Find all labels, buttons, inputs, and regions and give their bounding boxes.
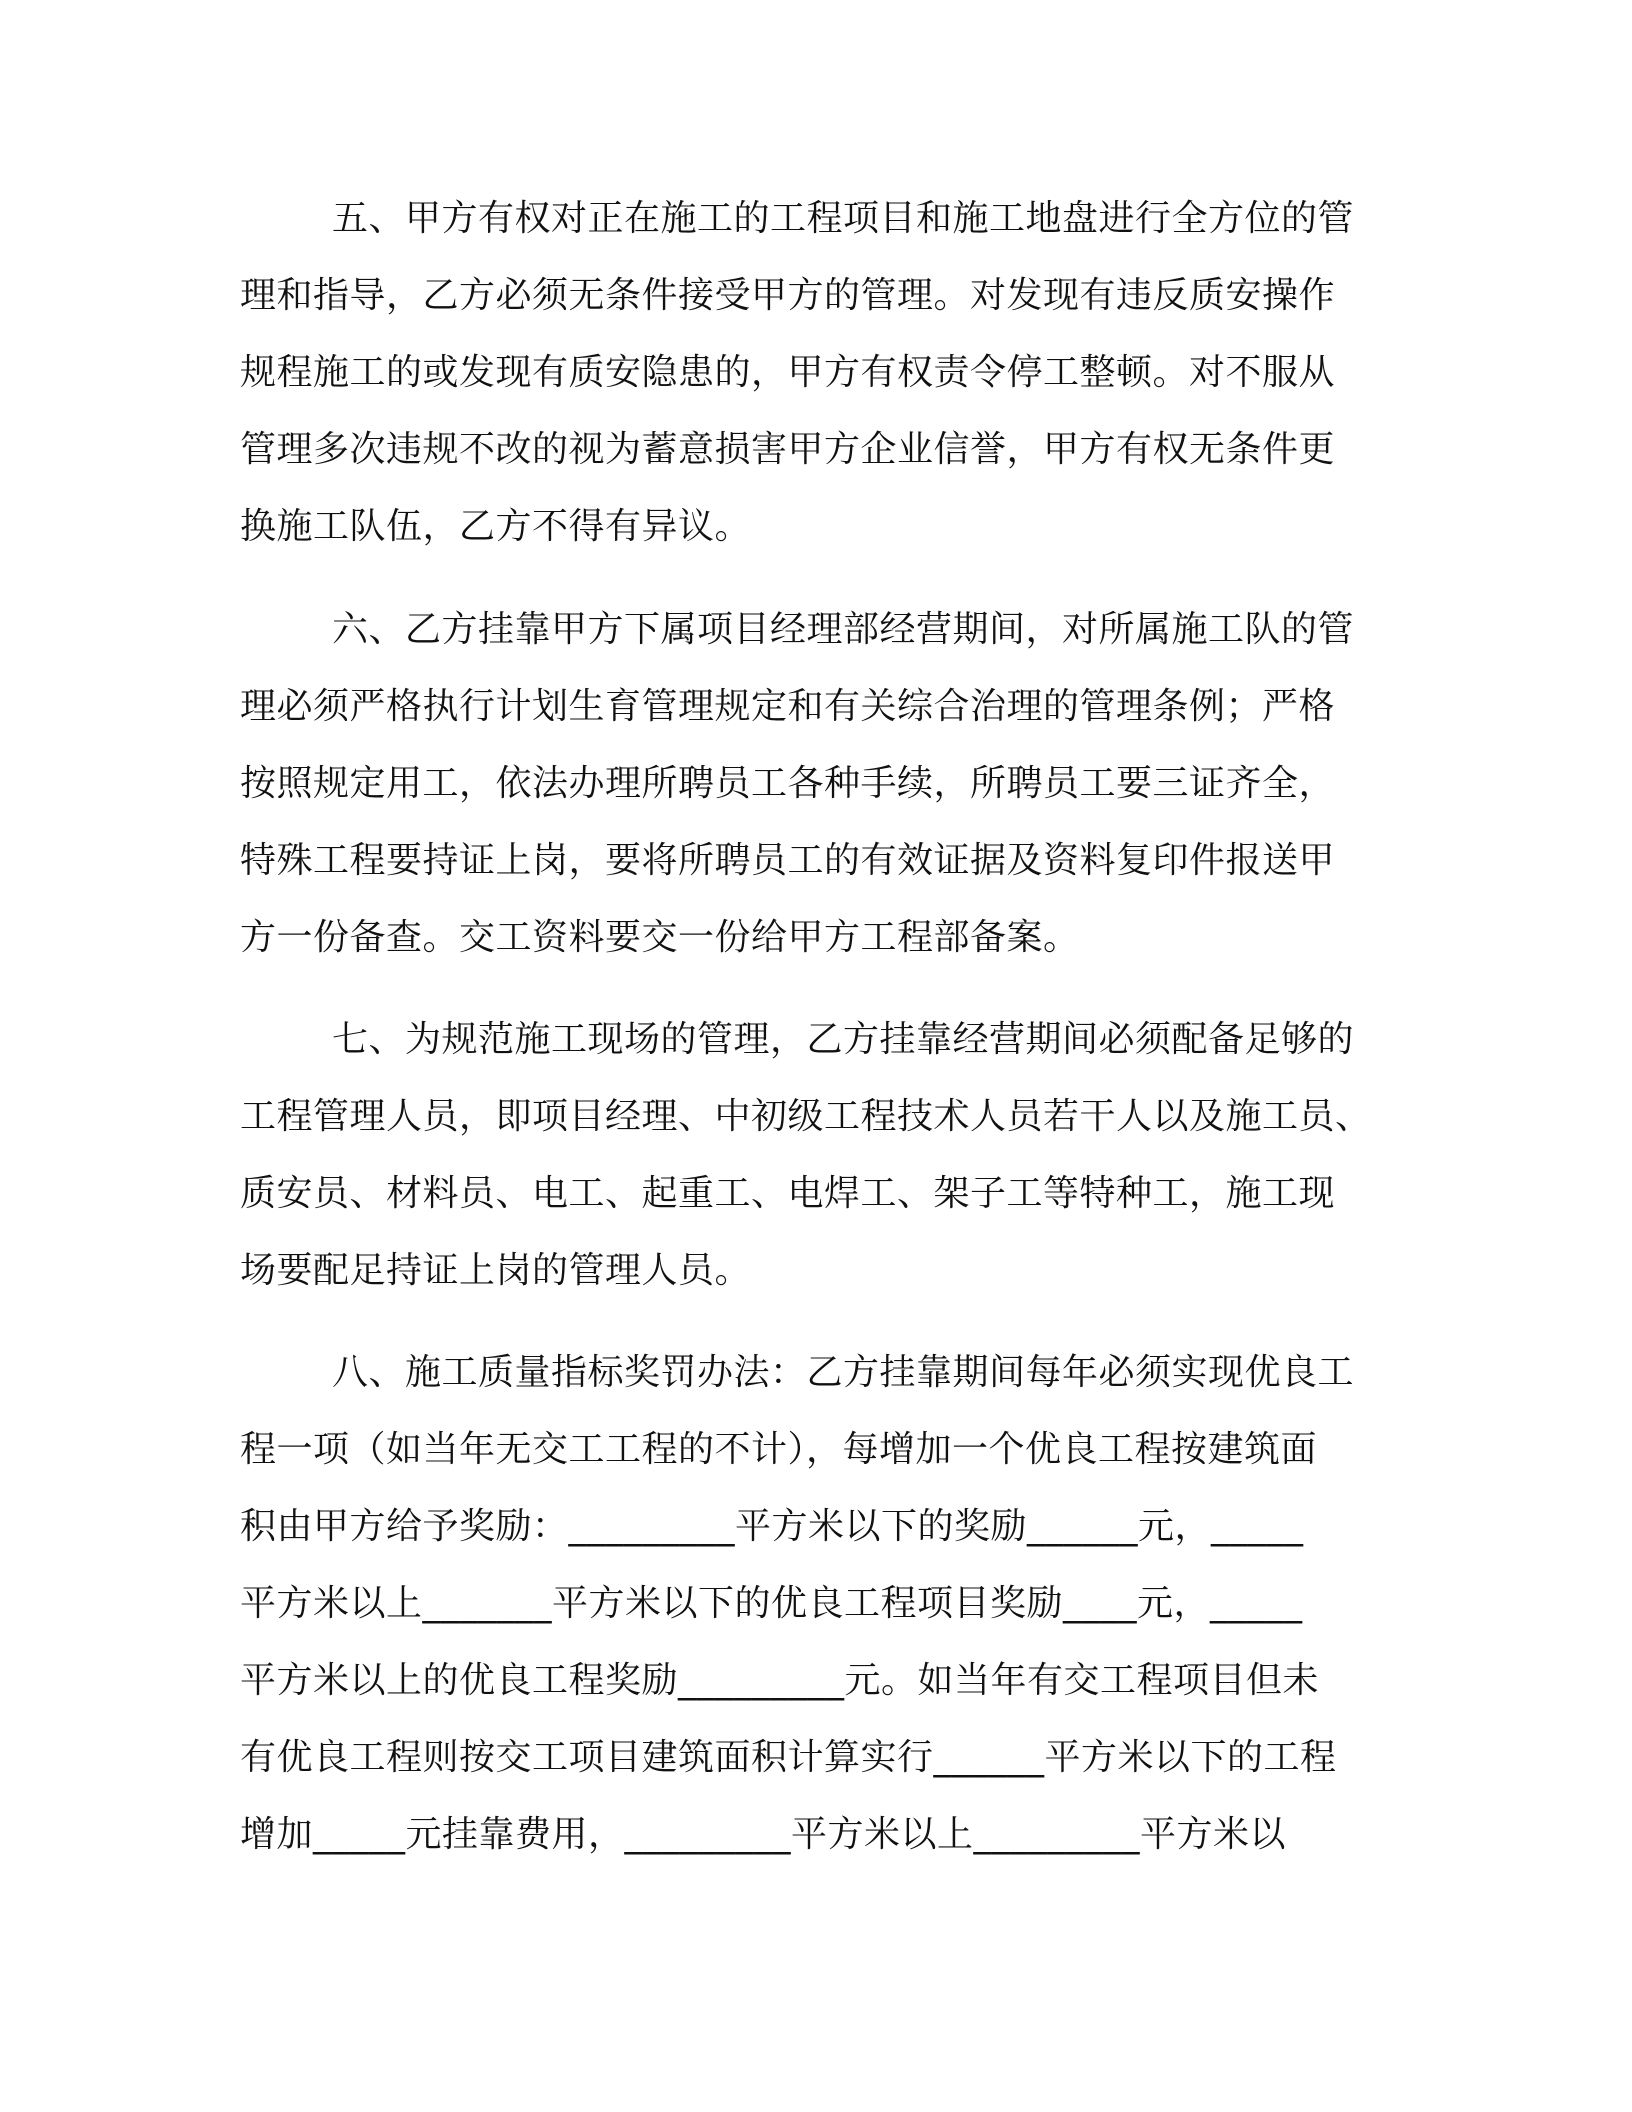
clause-7-paragraph xyxy=(240,1001,1390,1309)
paragraph-line: 质安员、材料员、电工、起重工、电焊工、架子工等特种工，施工现 xyxy=(240,1173,1336,1214)
paragraph-line: 增加_____元挂靠费用，_________平方米以上_________平方米以 xyxy=(240,1814,1287,1855)
paragraph-line: 程一项（如当年无交工工程的不计），每增加一个优良工程按建筑面 xyxy=(240,1429,1318,1470)
paragraph-line: 积由甲方给予奖励：_________平方米以下的奖励______元，_____ xyxy=(240,1506,1304,1547)
paragraph-line: 方一份备查。交工资料要交一份给甲方工程部备案。 xyxy=(240,917,1080,958)
paragraph-line: 平方米以上_______平方米以下的优良工程项目奖励____元，_____ xyxy=(240,1583,1303,1624)
paragraph-line: 平方米以上的优良工程奖励_________元。如当年有交工程项目但未 xyxy=(240,1660,1320,1701)
paragraph-line: 特殊工程要持证上岗，要将所聘员工的有效证据及资料复印件报送甲 xyxy=(240,840,1336,881)
paragraph-line: 规程施工的或发现有质安隐患的，甲方有权责令停工整顿。对不服从 xyxy=(240,352,1336,393)
clause-6-paragraph xyxy=(240,591,1390,976)
paragraph-line: 管理多次违规不改的视为蓄意损害甲方企业信誉，甲方有权无条件更 xyxy=(240,429,1336,470)
clause-5-paragraph xyxy=(240,180,1390,565)
paragraph-line: 理和指导，乙方必须无条件接受甲方的管理。对发现有违反质安操作 xyxy=(240,275,1336,316)
clause-8-paragraph xyxy=(240,1334,1390,1873)
paragraph-line: 有优良工程则按交工项目建筑面积计算实行______平方米以下的工程 xyxy=(240,1737,1337,1778)
paragraph-line: 七、为规范施工现场的管理，乙方挂靠经营期间必须配备足够的 xyxy=(332,1019,1355,1060)
paragraph-line: 八、施工质量指标奖罚办法：乙方挂靠期间每年必须实现优良工 xyxy=(332,1352,1355,1393)
paragraph-line: 工程管理人员，即项目经理、中初级工程技术人员若干人以及施工员、 xyxy=(240,1096,1372,1137)
paragraph-line: 理必须严格执行计划生育管理规定和有关综合治理的管理条例；严格 xyxy=(240,686,1336,727)
paragraph-line: 按照规定用工，依法办理所聘员工各种手续，所聘员工要三证齐全， xyxy=(240,763,1336,804)
paragraph-line: 场要配足持证上岗的管理人员。 xyxy=(240,1250,752,1291)
paragraph-line: 五、甲方有权对正在施工的工程项目和施工地盘进行全方位的管 xyxy=(332,198,1355,239)
paragraph-line: 六、乙方挂靠甲方下属项目经理部经营期间，对所属施工队的管 xyxy=(332,609,1355,650)
paragraph-line: 换施工队伍，乙方不得有异议。 xyxy=(240,506,752,547)
